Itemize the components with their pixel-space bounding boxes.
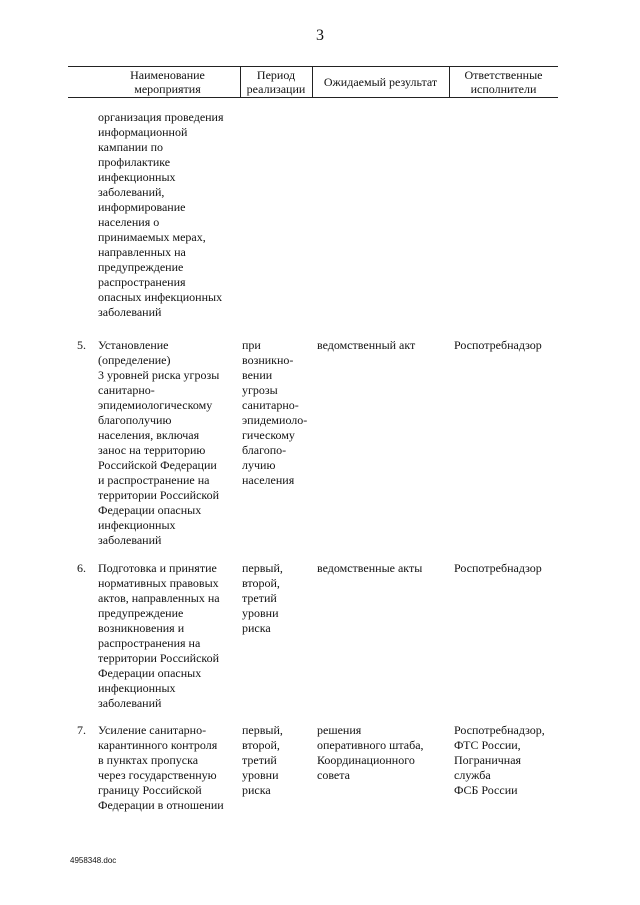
continuation-name-cell: организация проведения информационной кампании по профилактике инфекционных заболеваний, информирование населения о принимаемых мерах, направленных на предупреждение распространения опасных инфекционных заболеваний	[98, 110, 224, 319]
row-result-cell: ведомственный акт	[317, 338, 416, 352]
row-number: 6.	[77, 561, 86, 575]
row-name-cell: Усиление санитарно- карантинного контроля в пунктах пропуска через государственную границу Российской Федерации в отношении	[98, 723, 224, 812]
header-period: Период реализации	[246, 68, 306, 96]
header-result: Ожидаемый результат	[323, 75, 438, 89]
row-responsible-cell: Роспотребнадзор, ФТС России, Пограничная служба ФСБ России	[454, 723, 545, 797]
row-result-cell: ведомственные акты	[317, 561, 423, 575]
header-responsible: Ответственные исполнители	[464, 68, 543, 96]
row-result-cell: решения оперативного штаба, Координационного совета	[317, 723, 424, 782]
row-name-cell: Подготовка и принятие нормативных правовых актов, направленных на предупреждение возникновения и распространения на территории Российской Федерации опасных инфекционных заболеваний	[98, 561, 220, 710]
row-number: 7.	[77, 723, 86, 737]
page-number: 3	[316, 27, 324, 44]
row-period-cell: первый, второй, третий уровни риска	[242, 561, 283, 635]
header-top-rule	[68, 66, 558, 67]
row-period-cell: первый, второй, третий уровни риска	[242, 723, 283, 797]
row-period-cell: при возникно- вении угрозы санитарно- эпидемиоло- гическому благопо- лучию населения	[242, 338, 308, 487]
header-bottom-rule	[68, 97, 558, 98]
header-name: Наименование мероприятия	[130, 68, 205, 96]
row-responsible-cell: Роспотребнадзор	[454, 338, 542, 352]
document-footer: 4958348.doc	[70, 856, 117, 865]
row-name-cell: Установление (определение) 3 уровней риска угрозы санитарно- эпидемиологическому благополучию населения, включая занос на территорию Российской Федерации и распространение на территории Российской Федерации опасных инфекционных заболеваний	[98, 338, 220, 547]
row-responsible-cell: Роспотребнадзор	[454, 561, 542, 575]
row-number: 5.	[77, 338, 86, 352]
